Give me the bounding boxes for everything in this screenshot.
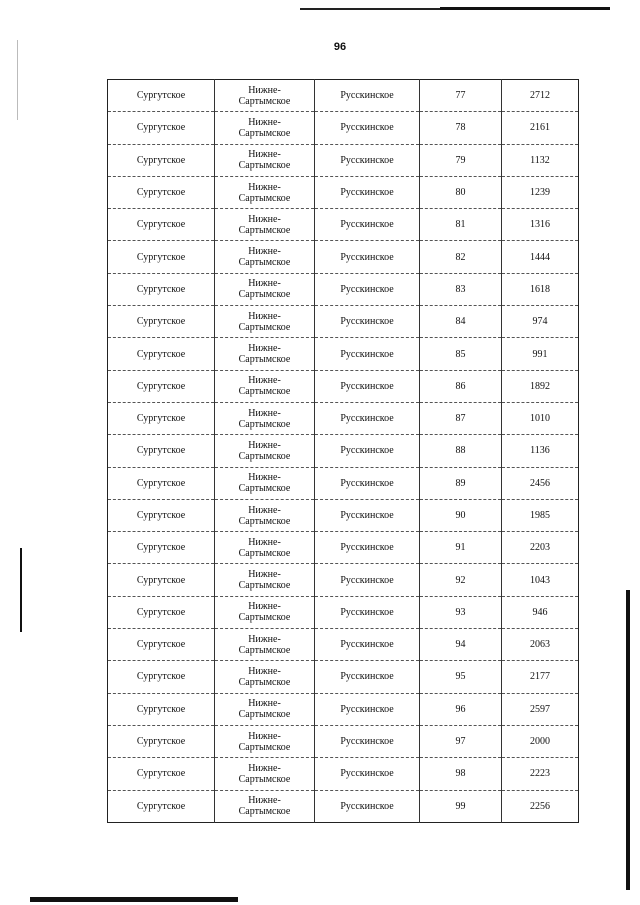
region-cell: Сургутское (108, 661, 215, 693)
area-cell (215, 306, 315, 338)
forestry-cell: Русскинское (315, 80, 420, 112)
area-name-line2: Сартымское (238, 95, 291, 107)
value-cell: 1043 (502, 564, 579, 596)
area-name-line1: Нижне- (248, 343, 281, 355)
area-name-line1: Нижне- (248, 246, 281, 258)
region-cell: Сургутское (108, 370, 215, 402)
block-number-cell: 86 (420, 370, 502, 402)
area-name-line1: Нижне- (248, 730, 281, 742)
value-cell: 1618 (502, 273, 579, 305)
area-name-line1: Нижне- (248, 633, 281, 645)
region-cell: Сургутское (108, 693, 215, 725)
area-name-line2: Сартымское (238, 547, 291, 559)
forestry-cell: Русскинское (315, 338, 420, 370)
table-row (108, 370, 579, 402)
value-cell: 974 (502, 306, 579, 338)
area-name-line2: Сартымское (238, 773, 291, 785)
forestry-cell: Русскинское (315, 629, 420, 661)
area-cell (215, 241, 315, 273)
forestry-cell: Русскинское (315, 596, 420, 628)
area-cell (215, 629, 315, 661)
area-cell (215, 661, 315, 693)
forestry-cell: Русскинское (315, 758, 420, 790)
area-name-line2: Сартымское (238, 289, 291, 301)
block-number-cell: 83 (420, 273, 502, 305)
forestry-cell: Русскинское (315, 144, 420, 176)
value-cell: 1239 (502, 176, 579, 208)
forestry-cell: Русскинское (315, 467, 420, 499)
region-cell: Сургутское (108, 241, 215, 273)
area-name-line2: Сартымское (238, 354, 291, 366)
block-number-cell: 97 (420, 725, 502, 757)
table-row (108, 435, 579, 467)
block-number-cell: 80 (420, 176, 502, 208)
area-name-line1: Нижне- (248, 84, 281, 96)
block-number-cell: 98 (420, 758, 502, 790)
area-name-line1: Нижне- (248, 698, 281, 710)
table-row (108, 596, 579, 628)
area-cell (215, 80, 315, 112)
scan-artifact-top-thick-line (440, 7, 610, 10)
area-cell (215, 402, 315, 434)
forest-registry-table (107, 79, 579, 823)
region-cell: Сургутское (108, 273, 215, 305)
area-cell (215, 112, 315, 144)
value-cell: 2177 (502, 661, 579, 693)
value-cell: 1985 (502, 499, 579, 531)
area-cell (215, 564, 315, 596)
value-cell: 2063 (502, 629, 579, 661)
area-cell (215, 790, 315, 822)
block-number-cell: 81 (420, 209, 502, 241)
block-number-cell: 88 (420, 435, 502, 467)
value-cell: 991 (502, 338, 579, 370)
forestry-cell: Русскинское (315, 402, 420, 434)
area-cell (215, 176, 315, 208)
area-cell (215, 499, 315, 531)
table-row (108, 725, 579, 757)
area-cell (215, 435, 315, 467)
area-name-line2: Сартымское (238, 127, 291, 139)
area-name-line2: Сартымское (238, 741, 291, 753)
block-number-cell: 82 (420, 241, 502, 273)
area-name-line2: Сартымское (238, 321, 291, 333)
area-name-line1: Нижне- (248, 181, 281, 193)
table-row (108, 661, 579, 693)
forestry-cell: Русскинское (315, 790, 420, 822)
value-cell: 2203 (502, 532, 579, 564)
block-number-cell: 96 (420, 693, 502, 725)
region-cell: Сургутское (108, 790, 215, 822)
block-number-cell: 84 (420, 306, 502, 338)
value-cell: 2161 (502, 112, 579, 144)
forestry-cell: Русскинское (315, 499, 420, 531)
area-name-line1: Нижне- (248, 116, 281, 128)
forestry-cell: Русскинское (315, 435, 420, 467)
scan-artifact-bottom-bar (30, 897, 238, 902)
value-cell: 1132 (502, 144, 579, 176)
value-cell: 2456 (502, 467, 579, 499)
area-name-line1: Нижне- (248, 795, 281, 807)
region-cell: Сургутское (136, 90, 186, 102)
area-name-line1: Нижне- (248, 278, 281, 290)
forestry-cell: Русскинское (315, 564, 420, 596)
forestry-cell: Русскинское (315, 306, 420, 338)
region-cell: Сургутское (108, 725, 215, 757)
table-row (108, 338, 579, 370)
value-cell: 946 (502, 596, 579, 628)
table-row (108, 790, 579, 822)
area-cell (215, 596, 315, 628)
table-row (108, 176, 579, 208)
area-name-line2: Сартымское (238, 257, 291, 269)
region-cell: Сургутское (108, 338, 215, 370)
table-row (108, 564, 579, 596)
table-row (108, 532, 579, 564)
scan-artifact-right-bar (626, 590, 630, 890)
block-number-cell: 94 (420, 629, 502, 661)
region-cell: Сургутское (108, 532, 215, 564)
area-name-line1: Нижне- (248, 407, 281, 419)
value-cell: 2256 (502, 790, 579, 822)
table-row (108, 209, 579, 241)
block-number-cell: 95 (420, 661, 502, 693)
region-cell: Сургутское (108, 402, 215, 434)
region-cell: Сургутское (108, 112, 215, 144)
forestry-cell: Русскинское (315, 209, 420, 241)
block-number-cell: 89 (420, 467, 502, 499)
value-cell: 2712 (502, 80, 579, 112)
area-name-line1: Нижне- (248, 762, 281, 774)
area-name-line2: Сартымское (238, 160, 291, 172)
table-row (108, 629, 579, 661)
region-cell: Сургутское (108, 144, 215, 176)
area-name-line2: Сартымское (238, 612, 291, 624)
value-cell: 1316 (502, 209, 579, 241)
region-cell: Сургутское (108, 499, 215, 531)
area-cell (215, 370, 315, 402)
block-number-cell: 77 (420, 80, 502, 112)
area-name-line2: Сартымское (238, 386, 291, 398)
block-number-cell: 90 (420, 499, 502, 531)
area-name-line1: Нижне- (248, 569, 281, 581)
forestry-cell: Русскинское (315, 693, 420, 725)
block-number-cell: 78 (420, 112, 502, 144)
block-number-cell: 79 (420, 144, 502, 176)
value-cell: 2000 (502, 725, 579, 757)
forestry-cell: Русскинское (315, 661, 420, 693)
region-cell: Сургутское (108, 596, 215, 628)
area-name-line2: Сартымское (238, 580, 291, 592)
value-cell: 2223 (502, 758, 579, 790)
table-row (108, 306, 579, 338)
area-name-line1: Нижне- (248, 439, 281, 451)
region-cell: Сургутское (108, 564, 215, 596)
region-cell: Сургутское (108, 176, 215, 208)
value-cell: 2597 (502, 693, 579, 725)
block-number-cell: 91 (420, 532, 502, 564)
value-cell: 1136 (502, 435, 579, 467)
region-cell: Сургутское (108, 629, 215, 661)
table-row (108, 693, 579, 725)
value-cell: 1892 (502, 370, 579, 402)
area-name-line2: Сартымское (238, 224, 291, 236)
area-name-line1: Нижне- (248, 149, 281, 161)
area-name-line1: Нижне- (248, 536, 281, 548)
table-row (108, 758, 579, 790)
forestry-cell: Русскинское (315, 725, 420, 757)
block-number-cell: 99 (420, 790, 502, 822)
table-row (108, 144, 579, 176)
area-cell (215, 209, 315, 241)
region-cell: Сургутское (108, 209, 215, 241)
area-name-line1: Нижне- (248, 375, 281, 387)
region-cell: Сургутское (108, 306, 215, 338)
block-number-cell: 85 (420, 338, 502, 370)
table-row (108, 112, 579, 144)
table-body (108, 80, 579, 823)
area-name-line2: Сартымское (238, 418, 291, 430)
area-name-line1: Нижне- (248, 504, 281, 516)
block-number-cell: 87 (420, 402, 502, 434)
block-number-cell: 93 (420, 596, 502, 628)
value-cell: 1010 (502, 402, 579, 434)
table-row (108, 467, 579, 499)
area-name-line1: Нижне- (248, 213, 281, 225)
block-number-cell: 92 (420, 564, 502, 596)
area-name-line1: Нижне- (248, 472, 281, 484)
area-name-line2: Сартымское (238, 644, 291, 656)
area-cell (215, 758, 315, 790)
area-name-line1: Нижне- (248, 665, 281, 677)
area-name-line1: Нижне- (248, 601, 281, 613)
area-name-line2: Сартымское (238, 483, 291, 495)
area-name-line1: Нижне- (248, 310, 281, 322)
area-name-line2: Сартымское (238, 450, 291, 462)
scan-artifact-left-line (20, 548, 22, 632)
forestry-cell: Русскинское (315, 112, 420, 144)
area-name-line2: Сартымское (238, 676, 291, 688)
table-row (108, 402, 579, 434)
area-cell (215, 338, 315, 370)
forestry-cell: Русскинское (315, 176, 420, 208)
table-row (108, 273, 579, 305)
forestry-cell: Русскинское (315, 273, 420, 305)
table-row (108, 80, 579, 112)
area-cell (215, 693, 315, 725)
area-cell (215, 144, 315, 176)
area-name-line2: Сартымское (238, 709, 291, 721)
area-cell (215, 532, 315, 564)
area-cell (215, 725, 315, 757)
area-name-line2: Сартымское (238, 515, 291, 527)
region-cell: Сургутское (108, 467, 215, 499)
page-number: 96 (333, 41, 347, 53)
forestry-cell: Русскинское (315, 532, 420, 564)
value-cell: 1444 (502, 241, 579, 273)
area-name-line2: Сартымское (238, 806, 291, 818)
forestry-cell: Русскинское (315, 370, 420, 402)
region-cell: Сургутское (108, 758, 215, 790)
area-name-line2: Сартымское (238, 192, 291, 204)
table-row (108, 499, 579, 531)
area-cell (215, 467, 315, 499)
region-cell: Сургутское (108, 435, 215, 467)
forestry-cell: Русскинское (315, 241, 420, 273)
table-row (108, 241, 579, 273)
area-cell (215, 273, 315, 305)
